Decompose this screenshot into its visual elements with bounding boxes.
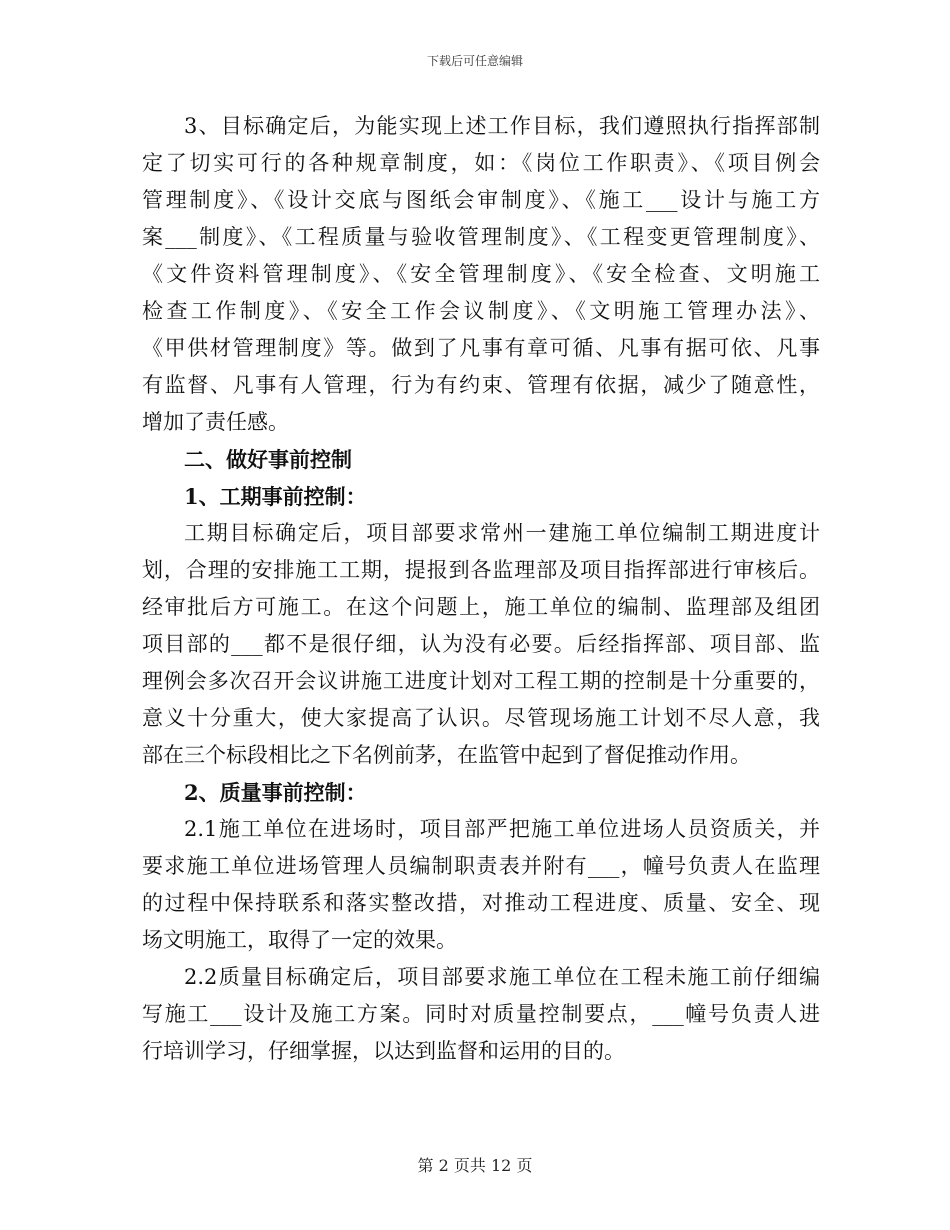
text-line: 有监督、凡事有人管理，行为有约束、管理有依据，减少了随意性， — [142, 373, 820, 397]
text-line: 工期目标确定后，项目部要求常州一建施工单位编制工期进度计 — [184, 521, 820, 545]
text-line: 《甲供材管理制度》等。做到了凡事有章可循、凡事有据可依、凡事 — [142, 336, 820, 360]
text-line: 的过程中保持联系和落实整改措，对推动工程进度、质量、安全、现 — [142, 891, 820, 915]
section-heading: 1、工期事前控制： — [184, 484, 367, 509]
text-line: 2.2质量目标确定后，项目部要求施工单位在工程未施工前仔细编 — [184, 965, 820, 989]
text-line: 增加了责任感。 — [142, 410, 289, 434]
text-line: 3、目标确定后，为能实现上述工作目标，我们遵照执行指挥部制 — [184, 114, 820, 138]
text-line: 项目部的___都不是很仔细，认为没有必要。后经指挥部、项目部、监 — [142, 632, 820, 656]
text-line: 案___制度》、《工程质量与验收管理制度》、《工程变更管理制度》、 — [142, 225, 820, 249]
text-line: 管理制度》、《设计交底与图纸会审制度》、《施工___设计与施工方 — [142, 188, 820, 212]
page-number: 第 2 页共 12 页 — [417, 1156, 533, 1175]
text-line: 检查工作制度》、《安全工作会议制度》、《文明施工管理办法》、 — [142, 299, 820, 323]
text-line: 要求施工单位进场管理人员编制职责表并附有___，幢号负责人在监理 — [142, 854, 820, 878]
text-line: 划，合理的安排施工工期，提报到各监理部及项目指挥部进行审核后。 — [142, 558, 820, 582]
page-header: 下载后可任意编辑 — [426, 54, 523, 68]
text-line: 意义十分重大，使大家提高了认识。尽管现场施工计划不尽人意，我 — [142, 706, 820, 730]
text-line: 写施工___设计及施工方案。同时对质量控制要点，___幢号负责人进 — [142, 1002, 820, 1026]
text-line: 2.1施工单位在进场时，项目部严把施工单位进场人员资质关，并 — [184, 817, 820, 841]
document-body — [142, 108, 820, 1070]
text-line: 部在三个标段相比之下名例前茅，在监管中起到了督促推动作用。 — [142, 743, 751, 767]
text-line: 经审批后方可施工。在这个问题上，施工单位的编制、监理部及组团 — [142, 595, 820, 619]
text-line: 《文件资料管理制度》、《安全管理制度》、《安全检查、文明施工 — [142, 262, 820, 286]
text-line: 定了切实可行的各种规章制度，如：《岗位工作职责》、《项目例会 — [142, 151, 820, 175]
text-line: 行培训学习，仔细掌握，以达到监督和运用的目的。 — [142, 1039, 625, 1063]
text-line: 理例会多次召开会议讲施工进度计划对工程工期的控制是十分重要的， — [142, 669, 820, 693]
section-heading: 2、质量事前控制： — [184, 780, 367, 805]
text-line: 场文明施工，取得了一定的效果。 — [142, 928, 457, 952]
section-heading: 二、做好事前控制 — [184, 447, 352, 472]
